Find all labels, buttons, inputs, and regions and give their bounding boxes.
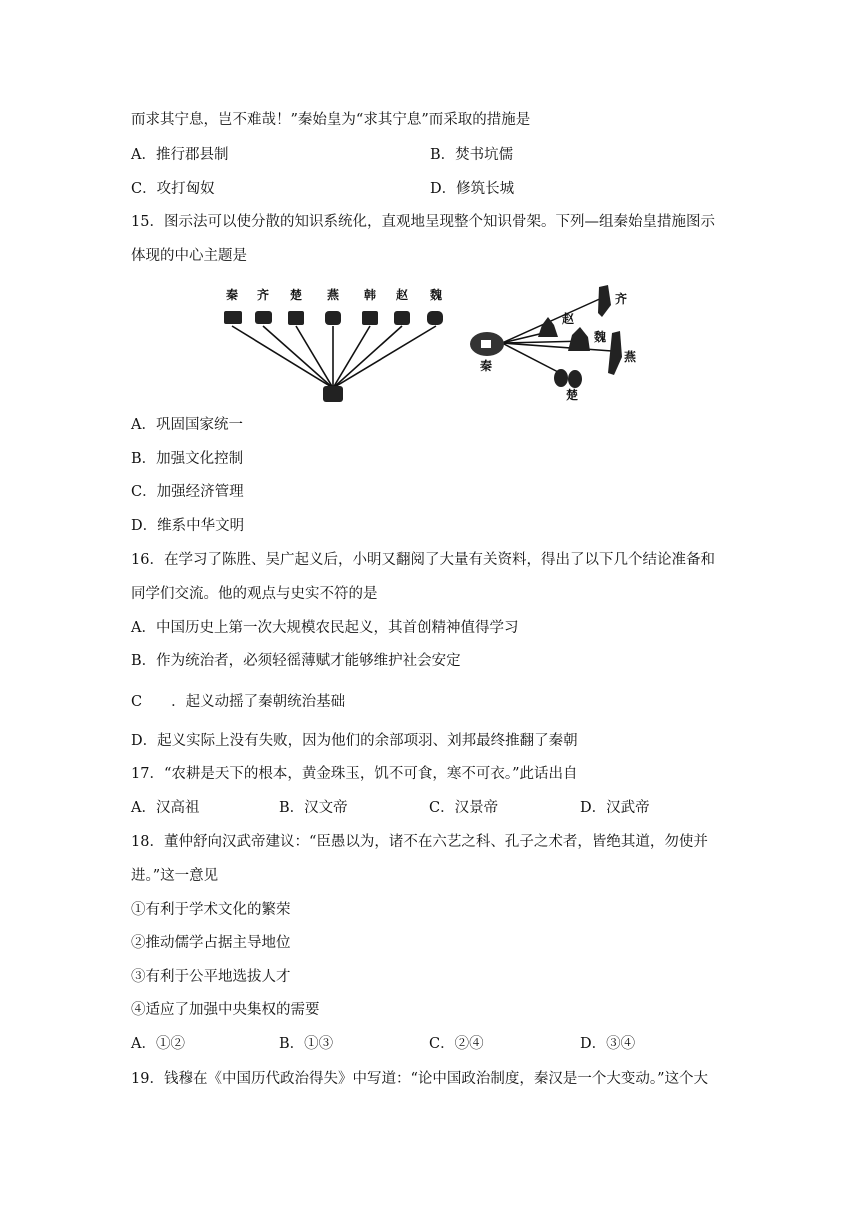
q15-option-d: D．维系中华文明	[131, 518, 245, 534]
coin-label-qin: 秦	[480, 359, 493, 373]
q16-option-a: A．中国历史上第一次大规模农民起义，其首创精神值得学习	[131, 620, 519, 636]
q18-item-2: ②推动儒学占据主导地位	[131, 935, 291, 951]
state-label-zhao: 赵	[395, 288, 409, 302]
yan-knife-coin	[608, 331, 622, 375]
q18-item-1: ①有利于学术文化的繁荣	[131, 902, 291, 918]
qi-knife-coin	[598, 285, 611, 317]
glyph-qi	[255, 311, 272, 324]
q18-item-3: ③有利于公平地选拔人才	[131, 969, 291, 985]
q18-options-row	[131, 1034, 751, 1054]
state-label-chu: 楚	[289, 288, 303, 302]
q18-stem-line2: 进。”这一意见	[131, 868, 219, 884]
q15-stem-line1: 15．图示法可以使分散的知识系统化，直观地呈现整个知识骨架。下列—组秦始皇措施图示	[131, 214, 715, 230]
unified-glyph	[323, 386, 343, 402]
state-label-qin: 秦	[225, 288, 239, 302]
q15-option-c: C．加强经济管理	[131, 484, 244, 500]
state-label-wei: 魏	[429, 288, 443, 302]
currency-unification-figure	[462, 275, 647, 405]
coin-hole	[481, 340, 491, 348]
glyph-yan	[325, 311, 341, 325]
zhao-spade-coin	[538, 317, 558, 337]
q17-option-d: D．汉武帝	[580, 800, 650, 816]
glyph-wei	[427, 311, 443, 325]
q16-option-c: C ．起义动摇了秦朝统治基础	[131, 694, 346, 710]
q17-option-a: A．汉高祖	[131, 800, 200, 816]
q17-option-b: B．汉文帝	[279, 800, 348, 816]
coin-label-wei: 魏	[594, 330, 607, 344]
q14-option-d: D．修筑长城	[430, 181, 515, 197]
q18-option-b: B．①③	[279, 1036, 334, 1052]
q14-option-b: B．焚书坑儒	[430, 147, 514, 163]
glyph-chu	[288, 311, 304, 325]
convergence-lines	[232, 326, 436, 388]
state-label-yan: 燕	[326, 288, 340, 302]
chu-coin-2	[568, 370, 582, 388]
q14-option-c: C．攻打匈奴	[131, 181, 215, 197]
q14-option-a: A．推行郡县制	[131, 147, 229, 163]
glyph-han	[362, 311, 378, 325]
q15-option-b: B．加强文化控制	[131, 451, 244, 467]
q15-option-a: A．巩固国家统一	[131, 417, 243, 433]
coin-label-chu: 楚	[566, 388, 579, 402]
q16-stem-line2: 同学们交流。他的观点与史实不符的是	[131, 586, 378, 602]
chu-coin-1	[554, 369, 568, 387]
state-label-han: 韩	[363, 288, 377, 302]
glyph-zhao	[394, 311, 410, 325]
q16-stem-line1: 16．在学习了陈胜、吴广起义后，小明又翻阅了大量有关资料，得出了以下几个结论准备和	[131, 552, 715, 568]
ancient-glyphs	[224, 311, 443, 325]
q17-option-c: C．汉景帝	[429, 800, 499, 816]
q18-option-d: D．③④	[580, 1036, 636, 1052]
coin-label-qi: 齐	[615, 292, 628, 306]
wei-spade-coin	[568, 327, 590, 351]
q14-stem-tail: 而求其宁息，岂不难哉！”秦始皇为“求其宁息”而采取的措施是	[131, 112, 531, 128]
glyph-qin	[224, 311, 242, 324]
q18-stem-line1: 18．董仲舒向汉武帝建议：“臣愚以为，诸不在六艺之科、孔子之术者，皆绝其道，勿使并	[131, 834, 708, 850]
q18-option-c: C．②④	[429, 1036, 484, 1052]
q15-stem-line2: 体现的中心主题是	[131, 248, 247, 264]
q18-item-4: ④适应了加强中央集权的需要	[131, 1002, 320, 1018]
state-label-qi: 齐	[256, 288, 270, 302]
writing-unification-figure	[215, 283, 455, 408]
coin-label-yan: 燕	[624, 350, 637, 364]
q18-option-a: A．①②	[131, 1036, 185, 1052]
q16-option-b: B．作为统治者，必须轻徭薄赋才能够维护社会安定	[131, 653, 461, 669]
q16-option-d: D．起义实际上没有失败，因为他们的余部项羽、刘邦最终推翻了秦朝	[131, 733, 578, 749]
q19-stem-line1: 19．钱穆在《中国历代政治得失》中写道：“论中国政治制度，秦汉是一个大变动。”这个大	[131, 1071, 709, 1087]
q17-options-row	[131, 798, 751, 818]
q17-stem: 17．“农耕是天下的根本，黄金珠玉，饥不可食，寒不可衣。”此话出自	[131, 766, 578, 782]
coin-label-zhao: 赵	[562, 312, 575, 326]
